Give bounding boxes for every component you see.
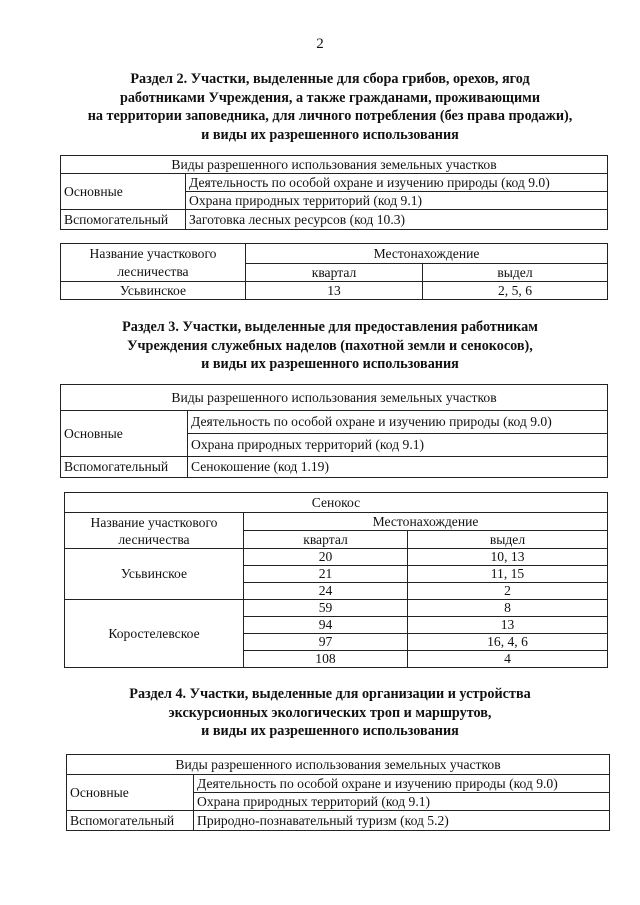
kvartal-header: квартал (246, 264, 423, 282)
vydel-cell: 2, 5, 6 (423, 282, 608, 300)
kvartal-cell: 97 (244, 634, 408, 651)
section-4-title: Раздел 4. Участки, выделенные для организации и устройства экскурсионных экологических троп и маршрутов, и виды их разрешенного использования (129, 686, 531, 739)
section-2-location-table (60, 243, 608, 300)
section-3-uses-table (60, 384, 608, 478)
section-3-title: Раздел 3. Участки, выделенные для предоставления работникам Учреждения служебных наделов (пахотной земли и сенокосов), и виды их разрешенного использования (122, 319, 538, 372)
kvartal-header: квартал (244, 531, 408, 549)
uses-header: Виды разрешенного использования земельных участков (67, 755, 610, 775)
vydel-cell: 16, 4, 6 (408, 634, 608, 651)
vydel-header: выдел (408, 531, 608, 549)
aux-label: Вспомогательный (67, 811, 194, 831)
main-label: Основные (61, 174, 186, 210)
kvartal-cell: 59 (244, 600, 408, 617)
main-use: Охрана природных территорий (код 9.1) (194, 793, 610, 811)
name-header: Название участкового лесничества (61, 244, 246, 282)
aux-use: Сенокошение (код 1.19) (188, 457, 608, 478)
kvartal-cell: 20 (244, 549, 408, 566)
section-4-uses-table (66, 754, 610, 831)
main-use: Охрана природных территорий (код 9.1) (186, 192, 608, 210)
kvartal-cell: 13 (246, 282, 423, 300)
vydel-cell: 2 (408, 583, 608, 600)
aux-use: Заготовка лесных ресурсов (код 10.3) (186, 210, 608, 230)
kvartal-cell: 94 (244, 617, 408, 634)
section-2-title: Раздел 2. Участки, выделенные для сбора грибов, орехов, ягод работниками Учреждения, а также гражданами, проживающими на территории заповедника, для личного потребления (без права продажи), и виды их разрешенного использования (87, 71, 573, 143)
location-header: Местонахождение (246, 244, 608, 264)
aux-label: Вспомогательный (61, 210, 186, 230)
forestry-name: Коростелевское (65, 600, 244, 668)
table-caption: Сенокос (65, 493, 608, 513)
main-use: Охрана природных территорий (код 9.1) (188, 434, 608, 457)
name-header: Название участкового лесничества (65, 513, 244, 549)
main-label: Основные (67, 775, 194, 811)
location-header: Местонахождение (244, 513, 608, 531)
main-use: Деятельность по особой охране и изучению природы (код 9.0) (194, 775, 610, 793)
vydel-header: выдел (423, 264, 608, 282)
main-use: Деятельность по особой охране и изучению природы (код 9.0) (188, 411, 608, 434)
forestry-name: Усьвинское (61, 282, 246, 300)
kvartal-cell: 24 (244, 583, 408, 600)
section-2-uses-table (60, 155, 608, 230)
forestry-name: Усьвинское (65, 549, 244, 600)
uses-header: Виды разрешенного использования земельных участков (61, 385, 608, 411)
page-number: 2 (316, 36, 324, 52)
uses-header: Виды разрешенного использования земельных участков (61, 156, 608, 174)
kvartal-cell: 21 (244, 566, 408, 583)
section-3-location-table (64, 492, 608, 668)
vydel-cell: 8 (408, 600, 608, 617)
vydel-cell: 13 (408, 617, 608, 634)
vydel-cell: 10, 13 (408, 549, 608, 566)
kvartal-cell: 108 (244, 651, 408, 668)
aux-label: Вспомогательный (61, 457, 188, 478)
aux-use: Природно-познавательный туризм (код 5.2) (194, 811, 610, 831)
main-use: Деятельность по особой охране и изучению природы (код 9.0) (186, 174, 608, 192)
vydel-cell: 11, 15 (408, 566, 608, 583)
vydel-cell: 4 (408, 651, 608, 668)
main-label: Основные (61, 411, 188, 457)
